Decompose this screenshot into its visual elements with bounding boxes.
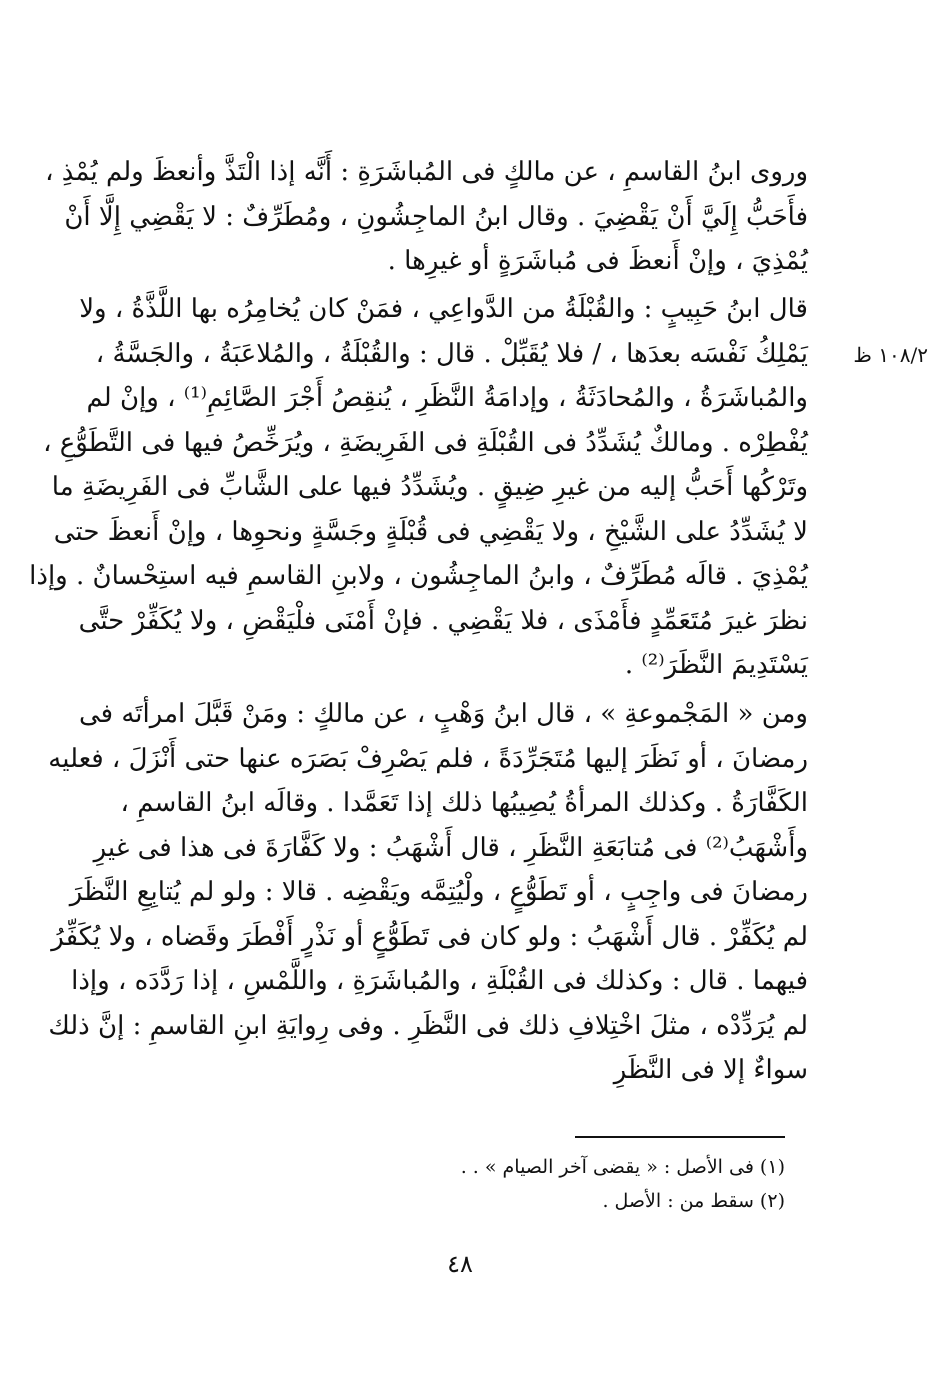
text-line: يُمْذِيَ . قالَه مُطَرِّفٌ ، وابنُ الماجِشُون ، ولابنِ القاسمِ فيه استِحْسانٌ . وإذا xyxy=(29,561,808,591)
text-line: سواءٌ إلا فى النَّظَرِ xyxy=(613,1055,808,1085)
text-line: رمضانَ فى واجِبٍ ، أو تَطَوُّعٍ ، ولْيُتِمَّه ويَقْضِه . قالا : ولو لم يُتابِعِ النَّظَرَ xyxy=(69,877,808,907)
text-line: يُمْذِيَ ، وإنْ أَنعظَ فى مُباشَرَةٍ أو غيرِها . xyxy=(387,246,808,276)
text-line: فيهما . قال : وكذلك فى القُبْلَةِ ، والمُباشَرَةِ ، واللَّمْسِ ، إذا رَدَّدَه ، وإذا xyxy=(71,966,808,996)
paragraph-3 xyxy=(48,692,808,1093)
text-line: الكَفَّارَةُ . وكذلك المرأةُ يُصِيبُها ذلك إذا تَعَمَّدا . وقالَه ابنُ القاسمِ ، xyxy=(120,788,808,818)
text-line: والمُباشَرَةُ ، والمُحادَثَةُ ، وإدامَةُ النَّظَرِ ، يُنقِصُ أَجْرَ الصَّائِمِ⁽¹⁾ ، وإنْ لم xyxy=(86,383,808,413)
text-line: ومن « المَجْموعةِ » ، قال ابنُ وَهْبٍ ، عن مالكٍ : ومَنْ قَبَّلَ امرأتَه فى xyxy=(79,699,808,729)
paragraph-2 xyxy=(29,287,808,688)
footnote-2: (٢) سقط من : الأصل . xyxy=(602,1190,785,1212)
text-line: لا يُشَدِّدُ على الشَّيْخِ ، ولا يَقْضِي فى قُبْلَةٍ وجَسَّةٍ ونحوِها ، وإنْ أَنعظَ حتى xyxy=(53,516,808,547)
text-line: لم يُكَفِّرْ . قال أَشْهَبُ : ولو كان فى تَطَوُّعٍ أو نَذْرٍ أَفْطَرَ وقَضاه ، ولا يُكَفِّرُ xyxy=(51,921,808,952)
text-line: رمضانَ ، أو نَظَرَ إليها مُتَجَرِّدَةً ، فلم يَصْرِفْ بَصَرَه عنها حتى أَنْزَلَ ، فعليه xyxy=(48,743,808,774)
text-line: وروى ابنُ القاسمِ ، عن مالكٍ فى المُباشَرَةِ : أَنَّه إذا الْتَذَّ وأنعظَ ولم يُمْذِ ، xyxy=(45,157,808,187)
text-line: وأَشْهَبُ⁽²⁾ فى مُتابَعَةِ النَّظَرِ ، قال أَشْهَبُ : ولا كَفَّارَةَ فى هذا فى غيرِ xyxy=(93,832,808,863)
footnotes xyxy=(300,1150,785,1218)
paragraph-1 xyxy=(45,150,808,284)
text-line: يَسْتَدِيمَ النَّظَرَ⁽²⁾ . xyxy=(624,650,808,680)
text-line: قال ابنُ حَبِيبٍ : والقُبْلَةُ من الدَّواعِي ، فمَنْ كان يُخامِرُه بها اللَّذَّةُ ، ولا xyxy=(79,294,808,324)
text-line: نظرَ غيرَ مُتَعَمِّدٍ فأَمْذَى ، فلا يَقْضِي . فإنْ أَمْنَى فلْيَقْضِ ، ولا يُكَفِّرْ حتَّى xyxy=(78,605,808,636)
footnote-divider xyxy=(575,1136,785,1138)
page-number: ٤٨ xyxy=(447,1250,473,1278)
margin-folio-reference: ١٠٨/٢ ظ xyxy=(853,343,928,367)
text-line: يَمْلِكُ نَفْسَه بعدَها ، / فلا يُقَبِّلْ . قال : والقُبْلَةُ ، والمُلاعَبَةُ ، والجَسَّةُ ، xyxy=(95,338,808,369)
footnote-1: (١) فى الأصل : « يقضى آخر الصيام » . . xyxy=(460,1156,785,1178)
text-line: فأَحَبُّ إِلَيَّ أَنْ يَقْضِيَ . وقال ابنُ الماجِشُونِ ، ومُطَرِّفٌ : لا يَقْضِي إِلَّا أَنْ xyxy=(64,201,808,232)
text-line: لم يُرَدِّدْه ، مثلَ اخْتِلافِ ذلك فى النَّظَرِ . وفى رِوايَةِ ابنِ القاسمِ : إنَّ ذلك xyxy=(48,1010,808,1041)
text-line: وتَرْكُها أَحَبُّ إليه من غيرِ ضِيقٍ . ويُشَدِّدُ فيها على الشَّابِّ فى الفَرِيضَةِ ما xyxy=(51,472,808,502)
text-line: يُفْطِرْه . ومالكٌ يُشَدِّدُ فى القُبْلَةِ فى الفَرِيضَةِ ، ويُرَخِّصُ فيها فى التَّطَوُّعِ ، xyxy=(43,427,808,458)
